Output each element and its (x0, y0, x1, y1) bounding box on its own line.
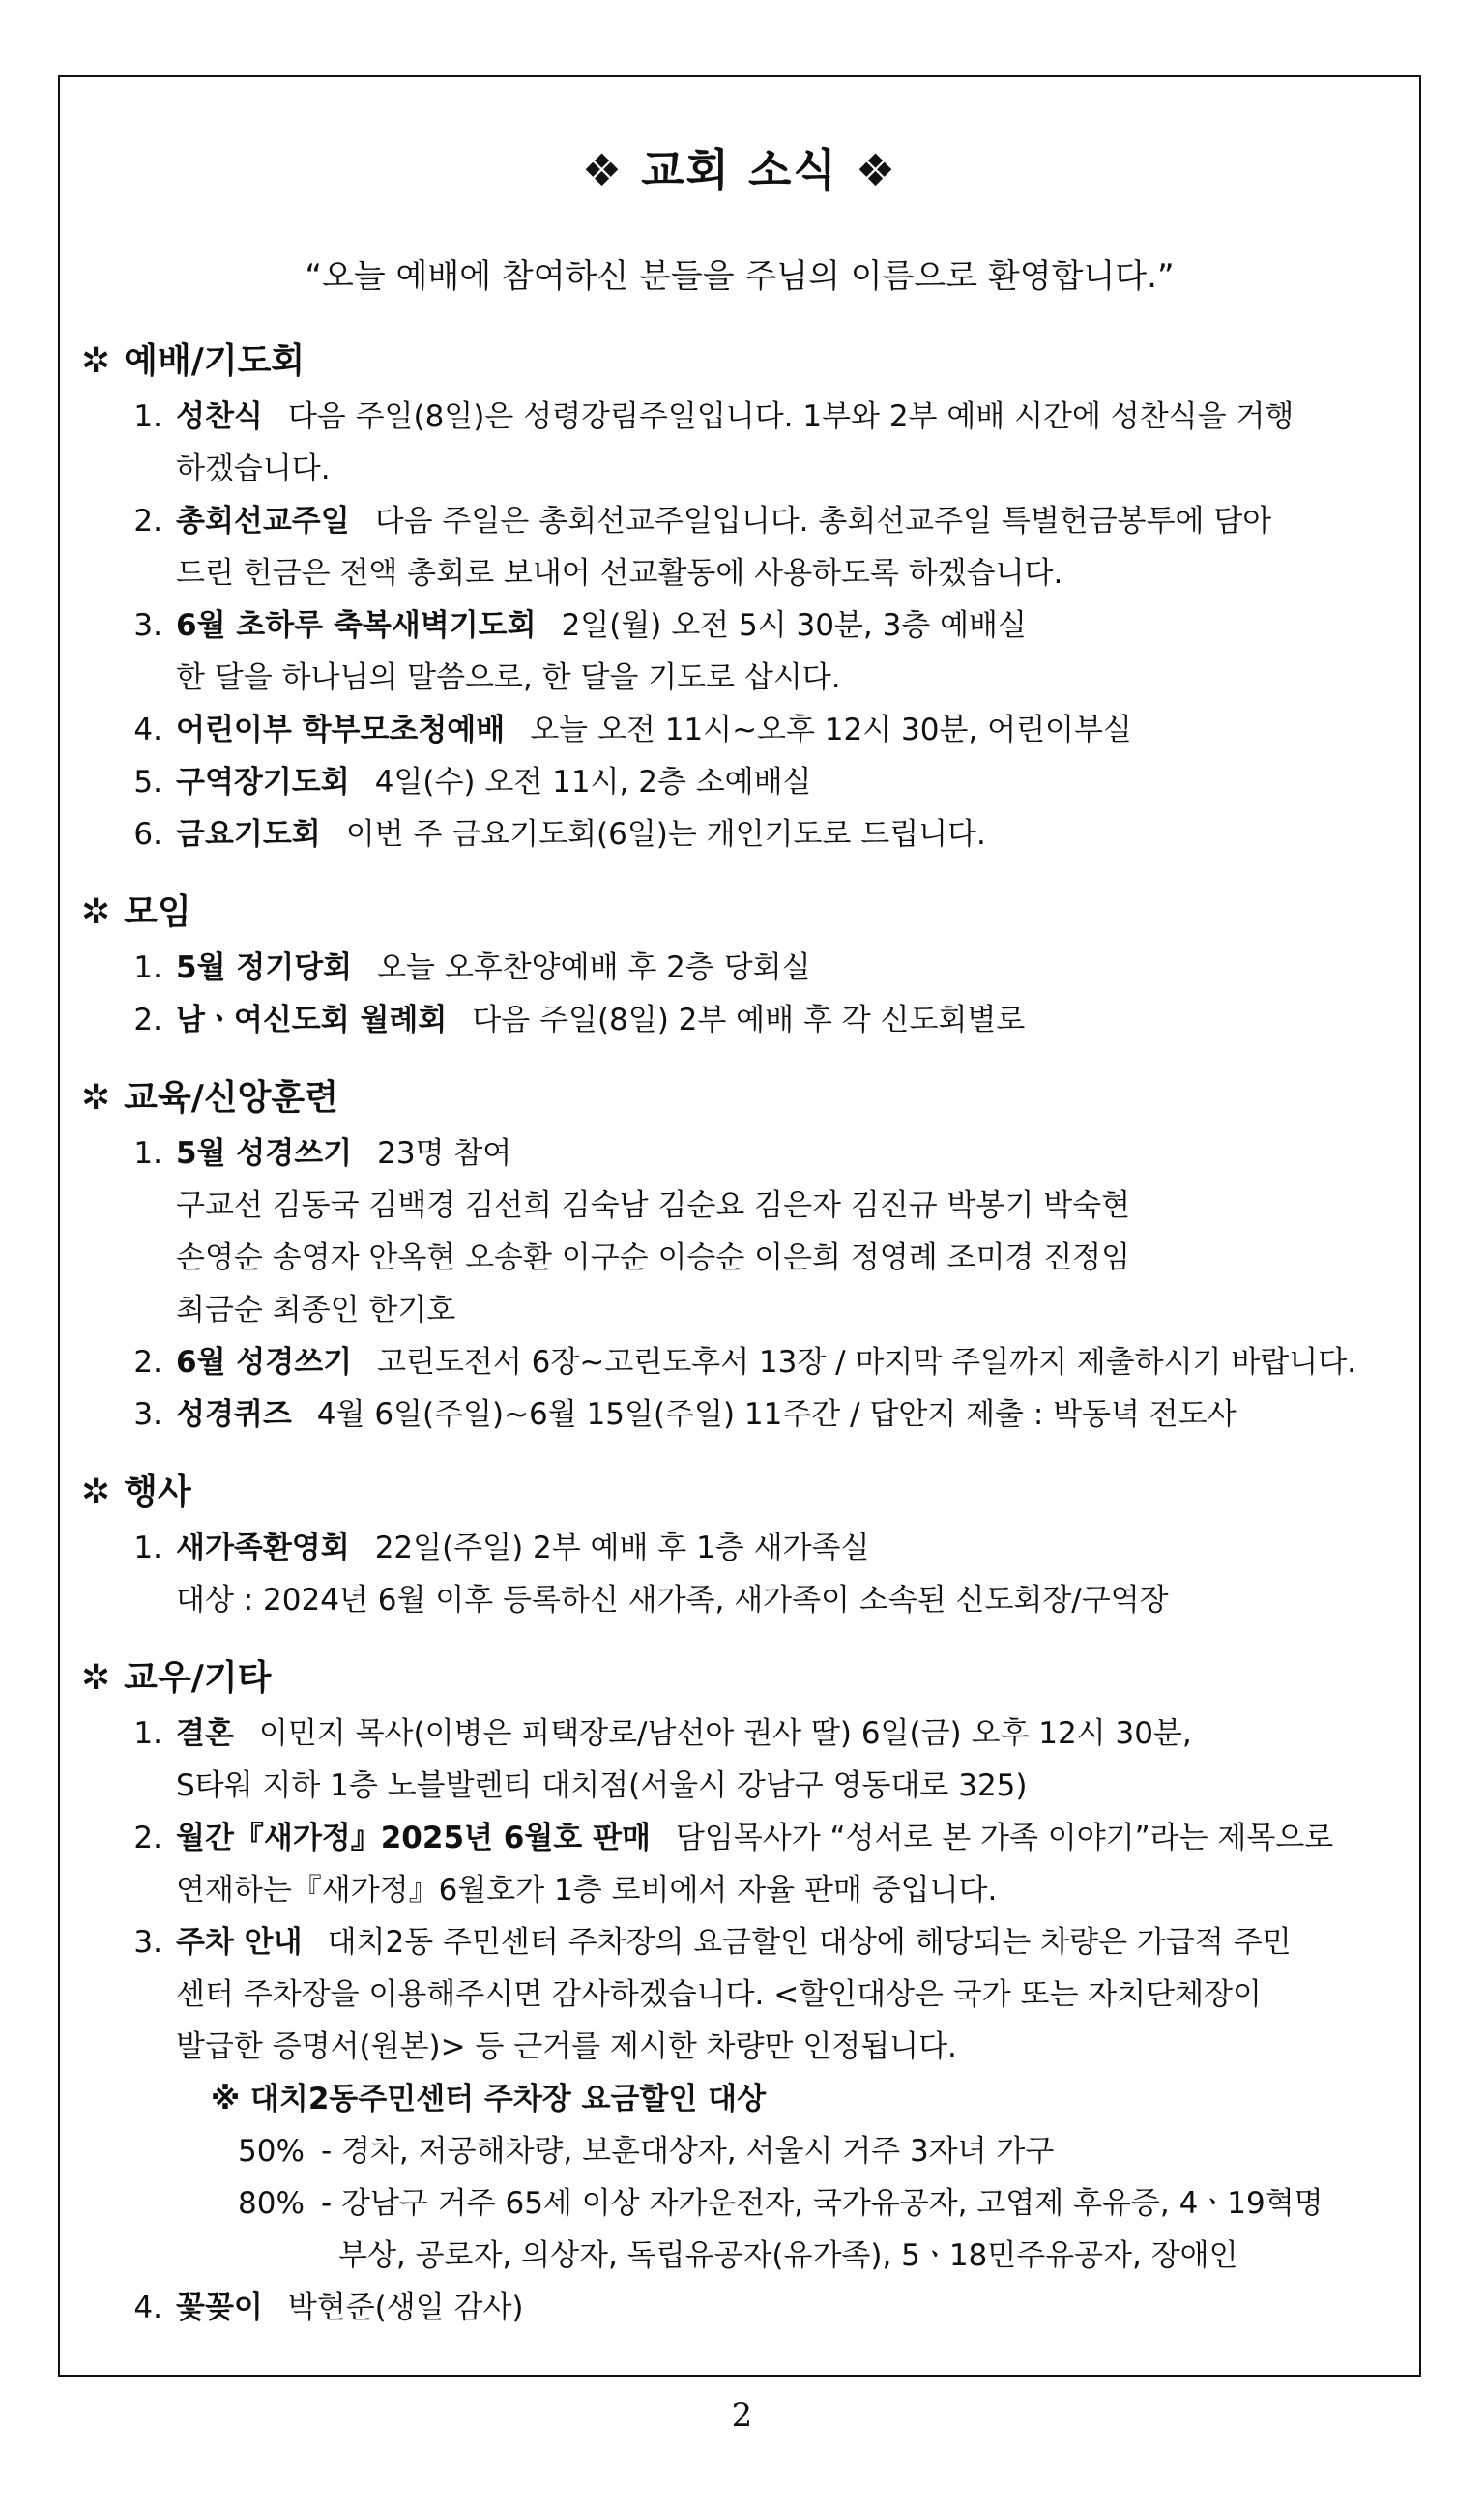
item-text: 고린도전서 6장~고린도후서 13장 / 마지막 주일까지 제출하시기 바랍니다. (377, 1345, 1356, 1380)
discount-text: - 강남구 거주 65세 이상 자가운전자, 국가유공자, 고엽제 후유증, 4ㆍ19혁명 (321, 2186, 1324, 2221)
item-text-line (176, 1336, 1410, 1388)
item-number: 1. (133, 1716, 162, 1751)
item-text-line (176, 652, 1410, 704)
item-number: 5. (133, 765, 162, 800)
item-text: 4월 6일(주일)~6월 15일(주일) 11주간 / 답안지 제출 : 박동녁 전도사 (316, 1397, 1237, 1432)
item-number: 4. (133, 713, 162, 747)
item-number: 1. (133, 1531, 162, 1565)
news-item (81, 599, 1410, 704)
item-text: 하겠습니다. (176, 452, 331, 486)
item-body (176, 1127, 1410, 1336)
item-text-line (176, 1180, 1410, 1232)
item-body (176, 1707, 1410, 1812)
item-text-line (176, 1812, 1410, 1864)
item-text: 한 달을 하나님의 말씀으로, 한 달을 기도로 삽시다. (176, 660, 841, 695)
item-text-line (176, 1916, 1410, 1969)
news-item (81, 1916, 1410, 2282)
item-text: 23명 참여 (377, 1136, 512, 1171)
news-item (81, 391, 1410, 495)
item-body (176, 808, 1410, 861)
item-body (176, 1522, 1410, 1626)
page-number: 2 (731, 2396, 753, 2435)
item-title: 주차 안내 (176, 1925, 303, 1960)
item-number: 1. (133, 950, 162, 985)
section-heading (81, 1655, 1410, 1702)
item-title: 성찬식 (176, 399, 263, 434)
item-body (176, 599, 1410, 704)
section-heading (81, 890, 1410, 936)
section-heading-text: 모임 (124, 892, 191, 932)
item-number: 2. (133, 504, 162, 539)
item-body (176, 1388, 1410, 1441)
discount-text: 부상, 공로자, 의상자, 독립유공자(유가족), 5ㆍ18민주유공자, 장애인 (338, 2238, 1238, 2273)
item-text: 박현준(생일 감사) (287, 2290, 524, 2325)
news-item (81, 1127, 1410, 1336)
item-body (176, 1812, 1410, 1916)
item-text-line (176, 1388, 1410, 1441)
news-item (81, 1336, 1410, 1388)
item-number: 3. (133, 608, 162, 643)
item-title: 결혼 (176, 1716, 234, 1751)
item-title: 월간『새가정』2025년 6월호 판매 (176, 1821, 651, 1855)
section-heading-text: 교육/신앙훈련 (124, 1078, 338, 1118)
item-text: 대치2동 주민센터 주차장의 요금할인 대상에 해당되는 차량은 가급적 주민 (327, 1925, 1292, 1960)
item-text-line (176, 391, 1410, 443)
item-text-line (176, 1232, 1410, 1284)
item-text: 이번 주 금요기도회(6일)는 개인기도로 드립니다. (345, 817, 986, 852)
item-title: 6월 성경쓰기 (176, 1345, 353, 1380)
item-text-line (176, 1969, 1410, 2021)
item-text-line (176, 2282, 1410, 2334)
item-text: 대상 : 2024년 6월 이후 등록하신 새가족, 새가족이 소속된 신도회장/구역장 (176, 1583, 1169, 1618)
discount-line (176, 2230, 1410, 2282)
item-text: 연재하는『새가정』6월호가 1층 로비에서 자율 판매 중입니다. (176, 1873, 998, 1908)
item-title: 남ㆍ여신도회 월례회 (176, 1003, 448, 1037)
news-item (81, 1522, 1410, 1626)
item-text-line (176, 1127, 1410, 1180)
item-number: 3. (133, 1925, 162, 1960)
item-text: 구교선 김동국 김백경 김선희 김숙남 김순요 김은자 김진규 박봉기 박숙현 (176, 1188, 1131, 1223)
item-body (176, 1916, 1410, 2282)
item-body (176, 942, 1410, 994)
item-text-line (176, 1707, 1410, 1760)
item-title: 구역장기도회 (176, 765, 350, 800)
discount-note: ※ 대치2동주민센터 주차장 요금할인 대상 (211, 2082, 767, 2116)
item-text: 22일(주일) 2부 예배 후 1층 새가족실 (374, 1531, 870, 1565)
item-text-line (176, 808, 1410, 861)
item-text-line (176, 1574, 1410, 1626)
item-number: 3. (133, 1397, 162, 1432)
discount-text: - 경차, 저공해차량, 보훈대상자, 서울시 거주 3자녀 가구 (321, 2134, 1055, 2169)
item-text: 이민지 목사(이병은 피택장로/남선아 권사 딸) 6일(금) 오후 12시 30분, (258, 1716, 1192, 1751)
news-content (81, 338, 1410, 2334)
item-title: 어린이부 학부모초청예배 (176, 713, 506, 747)
item-title: 5월 성경쓰기 (176, 1136, 353, 1171)
item-text: S타워 지하 1층 노블발렌티 대치점(서울시 강남구 영동대로 325) (176, 1768, 1028, 1803)
item-body (176, 756, 1410, 808)
item-title: 5월 정기당회 (176, 950, 353, 985)
item-body (176, 994, 1410, 1046)
item-text-line (176, 994, 1410, 1046)
discount-line (176, 2125, 1410, 2177)
section-mark-icon: ✲ (81, 1473, 111, 1512)
section-mark-icon: ✲ (81, 1078, 111, 1118)
item-text-line (176, 1284, 1410, 1336)
item-number: 2. (133, 1821, 162, 1855)
item-text-line (176, 495, 1410, 547)
item-text: 다음 주일(8일)은 성령강림주일입니다. 1부와 2부 예배 시간에 성찬식을 거행 (287, 399, 1295, 434)
bulletin-frame (58, 75, 1421, 2377)
item-title: 6월 초하루 축복새벽기도회 (176, 608, 537, 643)
item-text: 최금순 최종인 한기호 (176, 1293, 456, 1327)
news-item (81, 2282, 1410, 2334)
news-item (81, 495, 1410, 599)
news-item (81, 704, 1410, 756)
item-number: 4. (133, 2290, 162, 2325)
item-text: 센터 주차장을 이용해주시면 감사하겠습니다. <할인대상은 국가 또는 자치단체장이 (176, 1977, 1262, 2012)
news-item (81, 808, 1410, 861)
item-text-line (176, 1864, 1410, 1916)
section-heading-text: 예배/기도회 (124, 341, 306, 381)
item-text-line (176, 1760, 1410, 1812)
item-text: 다음 주일(8일) 2부 예배 후 각 신도회별로 (472, 1003, 1026, 1037)
item-number: 2. (133, 1345, 162, 1380)
discount-line (176, 2177, 1410, 2230)
item-body (176, 704, 1410, 756)
item-title: 새가족환영회 (176, 1531, 350, 1565)
item-text: 담임목사가 “성서로 본 가족 이야기”라는 제목으로 (675, 1821, 1334, 1855)
section-mark-icon: ✲ (81, 892, 111, 932)
item-number: 2. (133, 1003, 162, 1037)
item-title: 성경퀴즈 (176, 1397, 292, 1432)
item-text-line (176, 704, 1410, 756)
news-section (81, 1470, 1410, 1626)
item-text-line (176, 2021, 1410, 2073)
item-text: 오늘 오전 11시~오후 12시 30분, 어린이부실 (530, 713, 1132, 747)
section-heading (81, 338, 1410, 385)
news-item (81, 1812, 1410, 1916)
section-mark-icon: ✲ (81, 341, 111, 381)
discount-rate: 80% (238, 2186, 305, 2221)
item-title: 금요기도회 (176, 817, 321, 852)
news-item (81, 1388, 1410, 1441)
item-body (176, 495, 1410, 599)
item-number: 1. (133, 1136, 162, 1171)
item-text-line (176, 1522, 1410, 1574)
item-text: 손영순 송영자 안옥현 오송환 이구순 이승순 이은희 정영례 조미경 진정임 (176, 1240, 1131, 1275)
section-heading-text: 행사 (124, 1473, 191, 1512)
item-text-line (176, 942, 1410, 994)
welcome-message: “오늘 예배에 참여하신 분들을 주님의 이름으로 환영합니다.” (305, 257, 1175, 296)
news-section (81, 1075, 1410, 1441)
item-text-line (176, 756, 1410, 808)
item-text: 2일(월) 오전 5시 30분, 3층 예배실 (561, 608, 1027, 643)
news-section (81, 890, 1410, 1046)
news-item (81, 1707, 1410, 1812)
section-heading (81, 1470, 1410, 1516)
section-heading (81, 1075, 1410, 1122)
item-body (176, 1336, 1410, 1388)
item-title: 총회선교주일 (176, 504, 350, 539)
item-text-line (176, 599, 1410, 652)
news-section (81, 1655, 1410, 2334)
item-text: 다음 주일은 총회선교주일입니다. 총회선교주일 특별헌금봉투에 담아 (374, 504, 1272, 539)
item-text-line (176, 547, 1410, 599)
item-body (176, 2282, 1410, 2334)
news-item (81, 942, 1410, 994)
item-text: 발급한 증명서(원본)> 등 근거를 제시한 차량만 인정됩니다. (176, 2029, 957, 2064)
section-mark-icon: ✲ (81, 1658, 111, 1698)
news-item (81, 756, 1410, 808)
news-item (81, 994, 1410, 1046)
item-title: 꽃꽂이 (176, 2290, 263, 2325)
item-text: 4일(수) 오전 11시, 2층 소예배실 (374, 765, 812, 800)
discount-rate: 50% (238, 2134, 305, 2169)
item-text: 드린 헌금은 전액 총회로 보내어 선교활동에 사용하도록 하겠습니다. (176, 556, 1063, 591)
item-text-line (176, 443, 1410, 495)
item-body (176, 391, 1410, 495)
news-section (81, 338, 1410, 861)
section-heading-text: 교우/기타 (124, 1658, 272, 1698)
item-text: 오늘 오후찬양예배 후 2층 당회실 (377, 950, 811, 985)
item-number: 1. (133, 399, 162, 434)
page-title: ❖ 교회 소식 ❖ (581, 144, 898, 196)
item-number: 6. (133, 817, 162, 852)
